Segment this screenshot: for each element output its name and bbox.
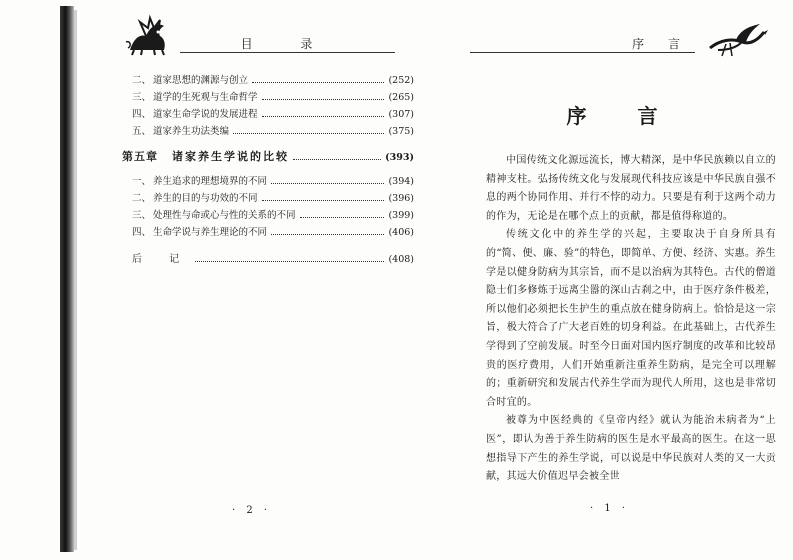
dot-leader (271, 183, 384, 184)
toc-entry-page: (307) (388, 109, 414, 120)
dot-leader (300, 217, 385, 218)
running-header-preface: 序 言 (632, 37, 690, 51)
preface-body (486, 152, 776, 487)
header-rule (180, 52, 395, 53)
preface-paragraph: 传统文化中的养生学的兴起，主要取决于自身所具有的“简、便、廉、验”的特色，即简单、方便、经济、实惠。养生学是以健身防病为其宗旨，而不是以治病为其特色。古代的僧道隐士们多修炼于远离尘嚣的深山古刹之中，由于医疗条件极差，所以他们必须把长生护生的重点放在健身防病上。恰恰是这一宗旨，极大符合了广大老百姓的切身利益。在此基础上，古代养生学得到了空前发展。时至今日面对国内医疗制度的改革和比较昂贵的医疗费用，人们开始重新注重养生防病，是完全可以理解的；重新研究和发展古代养生学而为现代人所用，这也是非常切合时宜的。 (486, 229, 776, 408)
toc-entry-number: 三、 (132, 92, 152, 103)
toc-entry[interactable] (122, 72, 414, 89)
toc-entry[interactable] (122, 190, 414, 207)
toc-chapter-entry[interactable] (122, 147, 414, 167)
dot-leader (262, 200, 385, 201)
toc-entry-page: (408) (388, 254, 414, 265)
crane-ornament-icon (706, 18, 770, 58)
toc-entry-page: (265) (388, 92, 414, 103)
dot-leader (262, 116, 385, 117)
toc-entry-page: (396) (388, 193, 414, 204)
toc-entry-title: 养生的目的与功效的不同 (153, 193, 258, 204)
dot-leader (271, 234, 384, 235)
toc-entry-number: 一、 (132, 176, 152, 187)
preface-title: 序 言 (566, 104, 680, 128)
toc-entry-page: (406) (388, 227, 414, 238)
page-number: · 2 · (232, 505, 272, 516)
toc-afterword-entry[interactable] (122, 251, 414, 268)
preface-paragraph: 中国传统文化源远流长，博大精深，是中华民族赖以自立的精神支柱。弘扬传统文化与发展现代科技应该是中华民族自强不息的两个协同作用、并行不悖的动力。只要是有利于这两个动力的作为，无论是在哪个点上的贡献，都是值得称道的。 (486, 155, 776, 222)
preface-paragraph: 被尊为中医经典的《皇帝内经》就认为能治未病者为“上医”，即认为善于养生防病的医生是水平最高的医生。在这一思想指导下产生的养生学说，可以说是中华民族对人类的又一大贡献，其远大价值迟早会被全世 (486, 415, 776, 483)
toc-entry-page: (399) (388, 210, 414, 221)
dot-leader (195, 261, 384, 262)
toc-entry-page: (375) (388, 126, 414, 137)
toc-entry-number: 四、 (132, 109, 152, 120)
toc-entry[interactable] (122, 123, 414, 140)
toc-entry-title: 处理性与命或心与性的关系的不同 (153, 210, 296, 221)
toc-entry-title: 道家思想的渊源与创立 (153, 75, 249, 86)
toc-entry-number: 四、 (132, 227, 152, 238)
toc-entry-number: 三、 (132, 210, 152, 221)
toc-entry-number: 二、 (132, 75, 152, 86)
toc-entry-number: 二、 (132, 193, 152, 204)
toc-entry[interactable] (122, 173, 414, 190)
qilin-ornament-icon (124, 12, 172, 56)
table-of-contents (122, 72, 414, 268)
toc-entry-title: 道学的生死观与生命哲学 (153, 92, 258, 103)
toc-entry-number: 五、 (132, 126, 152, 137)
toc-entry-title: 后 记 (132, 254, 192, 265)
running-header-contents: 目 录 (240, 37, 335, 51)
right-page (470, 0, 790, 560)
left-page (80, 0, 414, 560)
toc-entry-title: 生命学说与养生理论的不同 (153, 227, 268, 238)
toc-entry-page: (394) (388, 176, 414, 187)
page-number: · 1 · (590, 503, 630, 514)
dot-leader (252, 82, 384, 83)
toc-chapter-number: 第五章 (122, 150, 158, 163)
toc-entry-title: 道家生命学说的发展进程 (153, 109, 258, 120)
book-binding-shadow (60, 6, 74, 552)
page-edge (74, 10, 77, 550)
toc-entry-page: (252) (388, 75, 414, 86)
toc-entry-title: 养生追求的理想境界的不同 (153, 176, 268, 187)
dot-leader (262, 99, 385, 100)
toc-entry[interactable] (122, 224, 414, 241)
toc-entry[interactable] (122, 106, 414, 123)
toc-entry[interactable] (122, 207, 414, 224)
toc-entry-page: (393) (385, 152, 414, 163)
header-rule (470, 52, 695, 53)
dot-leader (293, 159, 381, 160)
toc-chapter-title: 诸家养生学说的比较 (172, 150, 289, 163)
dot-leader (233, 133, 384, 134)
toc-entry[interactable] (122, 89, 414, 106)
toc-entry-title: 道家养生功法类编 (153, 126, 230, 137)
